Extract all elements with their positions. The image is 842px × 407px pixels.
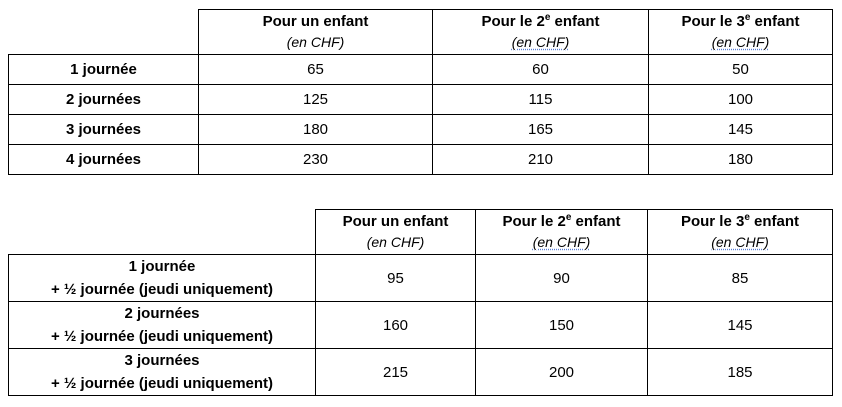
- table-row: [9, 255, 833, 302]
- price-cell: 50: [649, 55, 833, 85]
- price-cell: 185: [648, 349, 833, 396]
- header-label: Pour le 3: [680, 213, 745, 230]
- price-cell: 90: [476, 255, 648, 302]
- row-label: [9, 349, 316, 396]
- row-label-line2: + ½ journée (jeudi uniquement): [50, 375, 274, 392]
- header-label: Pour le 2: [502, 213, 566, 230]
- price-cell: 200: [476, 349, 648, 396]
- header-unit: (en CHF): [366, 234, 425, 250]
- row-label: 4 journées: [9, 145, 199, 175]
- row-label-line1: 1 journée: [128, 258, 196, 275]
- price-cell: 215: [316, 349, 476, 396]
- table-row: [9, 349, 833, 396]
- header-superscript: e: [744, 212, 750, 223]
- header-superscript: e: [565, 212, 572, 223]
- row-label: [9, 302, 316, 349]
- empty-corner-cell: [9, 10, 199, 55]
- header-label-suffix: enfant: [749, 213, 800, 230]
- table-row: [9, 55, 833, 85]
- header-superscript: e: [544, 12, 551, 23]
- header-label: Pour un enfant: [342, 213, 449, 230]
- price-cell: 65: [199, 55, 433, 85]
- table-header-row: [9, 10, 833, 55]
- header-first-child: [199, 10, 433, 55]
- price-cell: 210: [433, 145, 649, 175]
- price-cell: 60: [433, 55, 649, 85]
- price-cell: 115: [433, 85, 649, 115]
- header-label-suffix: enfant: [571, 213, 621, 230]
- price-cell: 100: [649, 85, 833, 115]
- header-label: Pour le 3: [681, 13, 745, 30]
- row-label-line2: + ½ journée (jeudi uniquement): [50, 328, 274, 345]
- price-cell: 145: [648, 302, 833, 349]
- row-label: 2 journées: [9, 85, 199, 115]
- header-third-child: [648, 210, 833, 255]
- header-label: Pour un enfant: [262, 13, 369, 30]
- table-row: [9, 85, 833, 115]
- header-unit: (en CHF): [286, 34, 345, 50]
- table-row: [9, 115, 833, 145]
- header-unit: (en CHF): [511, 34, 570, 50]
- row-label: [9, 255, 316, 302]
- header-second-child: [476, 210, 648, 255]
- row-label-line1: 2 journées: [124, 305, 200, 322]
- price-table-days-half-day: [8, 209, 833, 396]
- header-label-suffix: enfant: [750, 13, 800, 30]
- header-second-child: [433, 10, 649, 55]
- header-unit: (en CHF): [711, 234, 769, 250]
- price-cell: 180: [649, 145, 833, 175]
- row-label-line2: + ½ journée (jeudi uniquement): [50, 281, 274, 298]
- row-label: 1 journée: [9, 55, 199, 85]
- header-label: Pour le 2: [481, 13, 545, 30]
- price-cell: 95: [316, 255, 476, 302]
- price-cell: 85: [648, 255, 833, 302]
- empty-corner-cell: [9, 210, 316, 255]
- header-unit: (en CHF): [532, 234, 591, 250]
- price-cell: 160: [316, 302, 476, 349]
- price-table-days: [8, 9, 833, 175]
- price-cell: 145: [649, 115, 833, 145]
- price-cell: 180: [199, 115, 433, 145]
- header-unit: (en CHF): [711, 34, 770, 50]
- header-label-suffix: enfant: [550, 13, 600, 30]
- header-superscript: e: [744, 12, 751, 23]
- price-cell: 125: [199, 85, 433, 115]
- price-cell: 230: [199, 145, 433, 175]
- row-label-line1: 3 journées: [124, 352, 200, 369]
- price-cell: 165: [433, 115, 649, 145]
- price-cell: 150: [476, 302, 648, 349]
- row-label: 3 journées: [9, 115, 199, 145]
- table-row: [9, 302, 833, 349]
- header-third-child: [649, 10, 833, 55]
- table-header-row: [9, 210, 833, 255]
- table-row: [9, 145, 833, 175]
- header-first-child: [316, 210, 476, 255]
